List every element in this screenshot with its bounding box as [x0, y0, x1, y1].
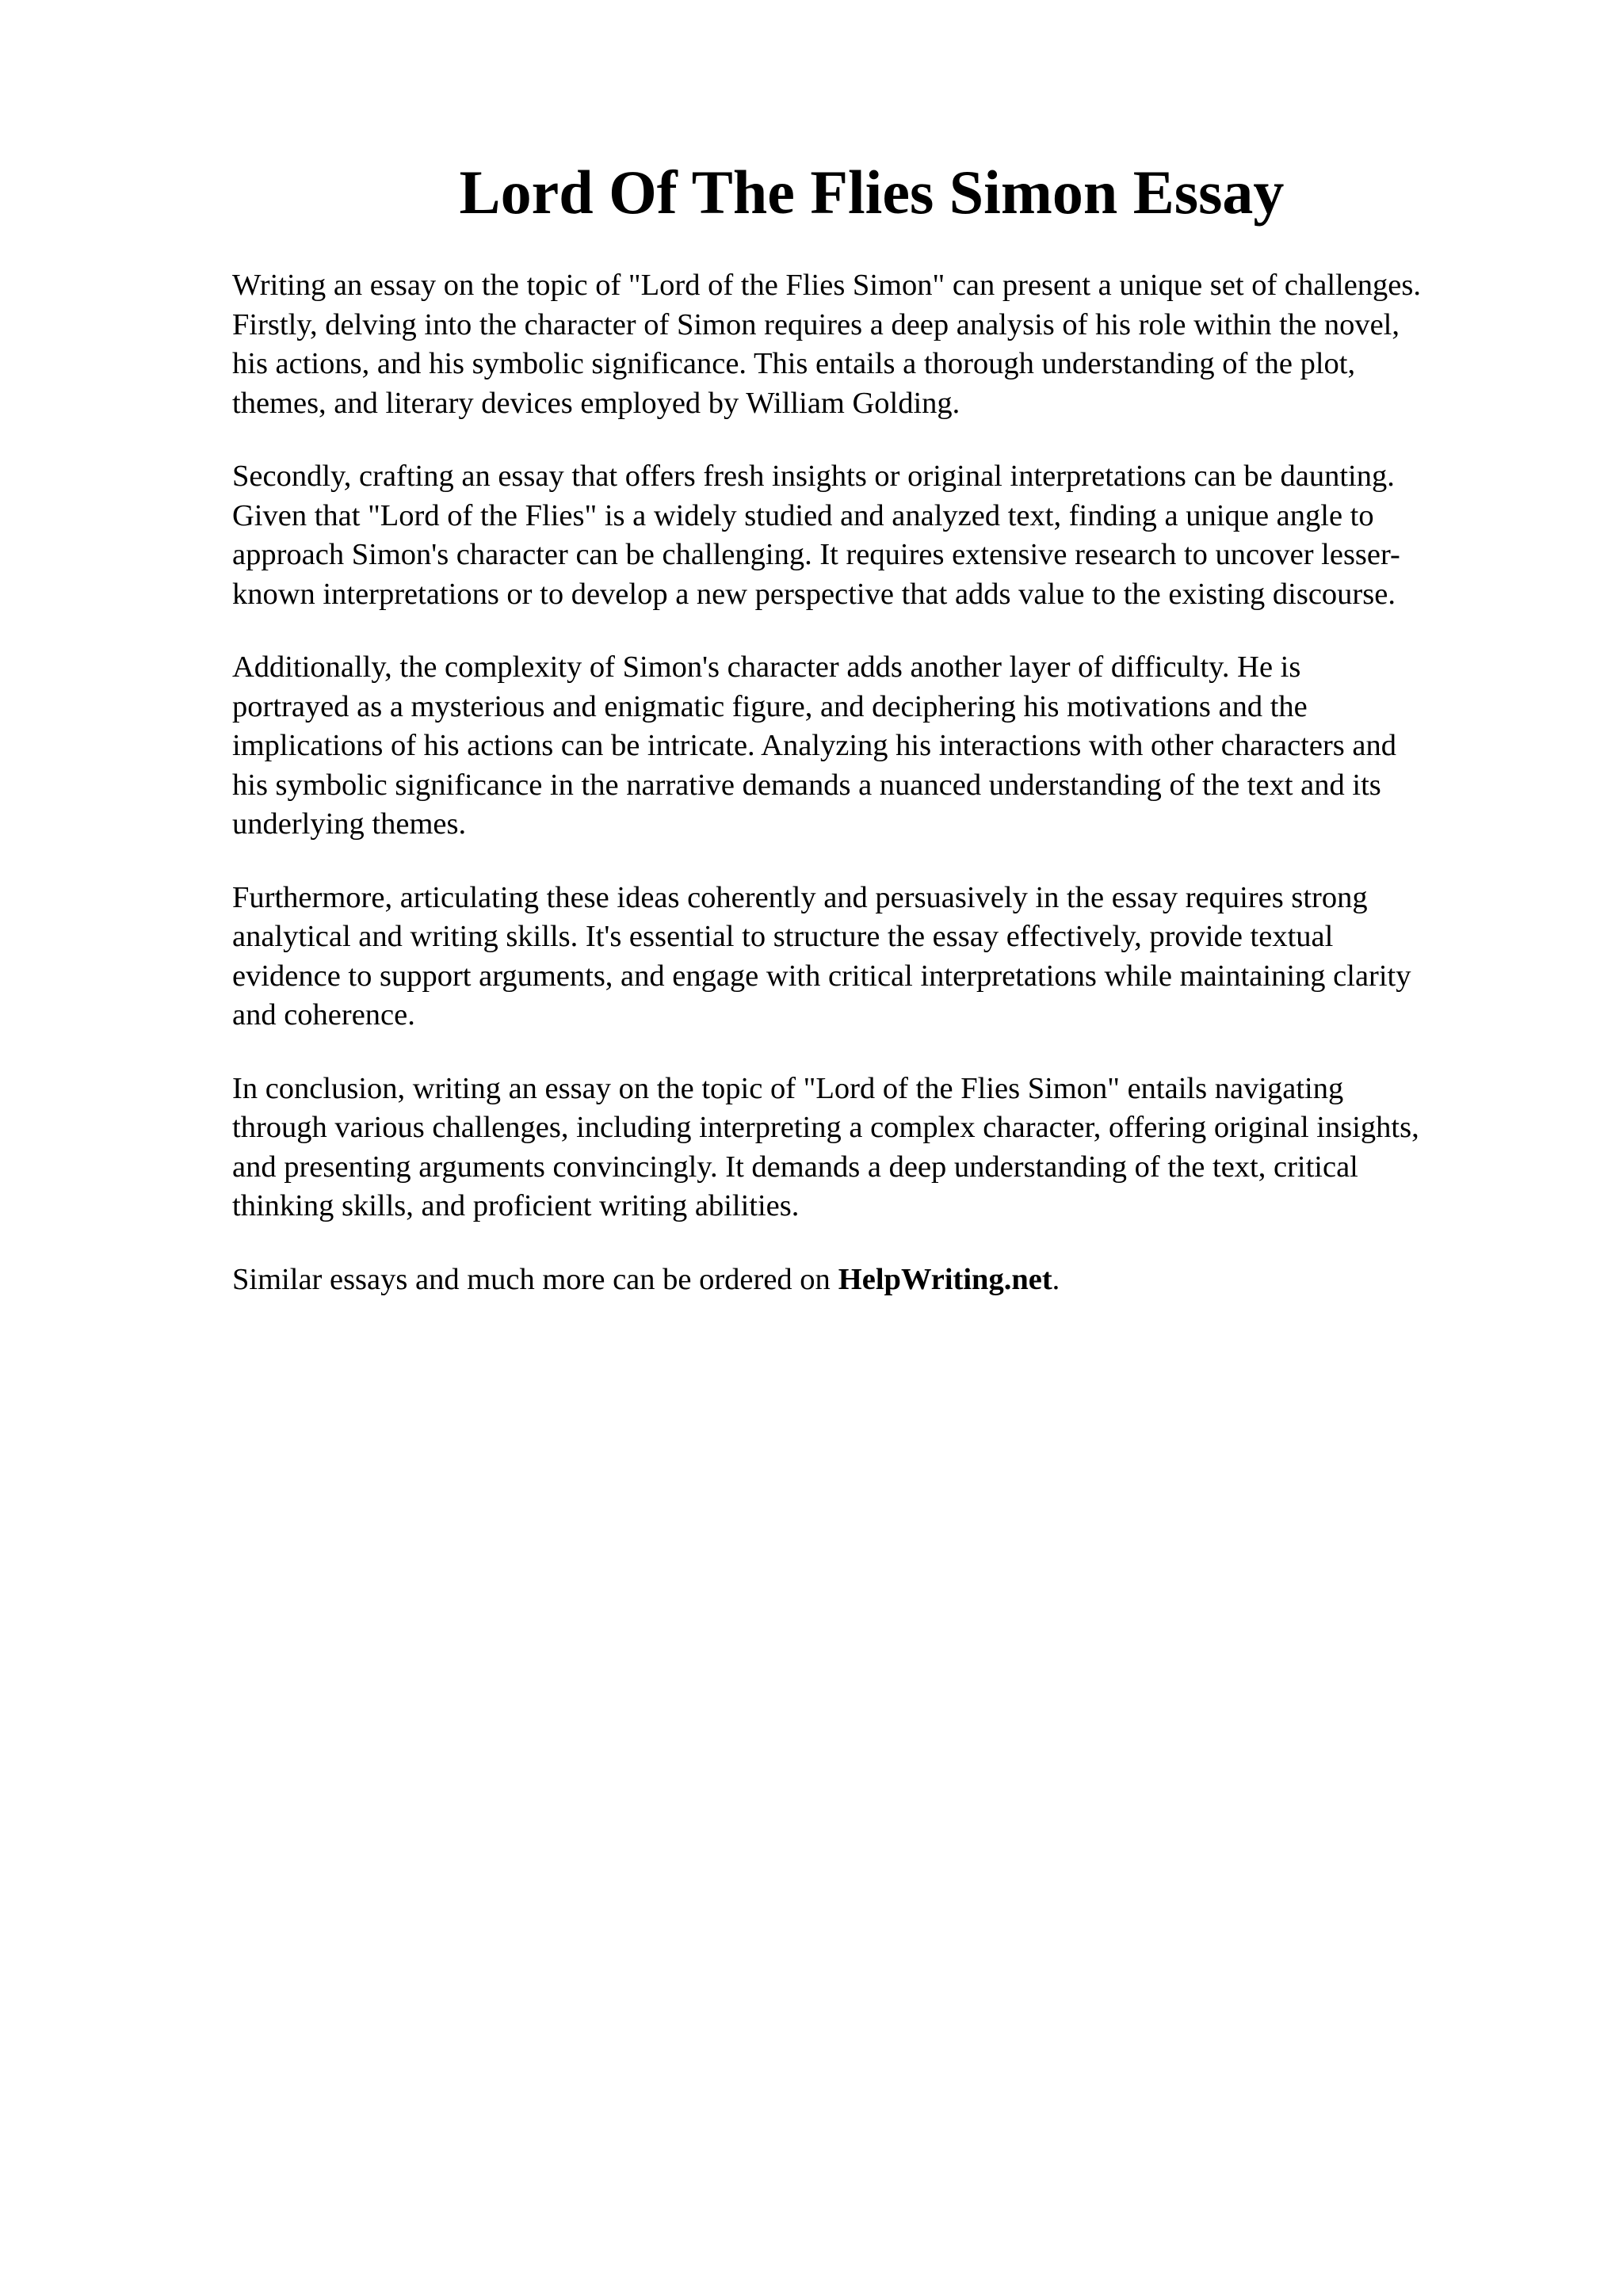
text-line: analytical and writing skills. It's essential to structure the essay effectively, provide textual — [232, 920, 1334, 953]
paragraph-5 — [232, 1070, 1532, 1226]
text-line: and coherence. — [232, 998, 415, 1032]
text-line: his symbolic significance in the narrative demands a nuanced understanding of the text and its — [232, 768, 1381, 802]
paragraph-1 — [232, 266, 1532, 423]
text-line: Firstly, delving into the character of Simon requires a deep analysis of his role within the novel, — [232, 307, 1400, 341]
text-line: known interpretations or to develop a new perspective that adds value to the existing discourse. — [232, 577, 1396, 611]
paragraph-4 — [232, 879, 1532, 1035]
text-line: underlying themes. — [232, 807, 467, 841]
text-line: implications of his actions can be intricate. Analyzing his interactions with other characters and — [232, 729, 1396, 762]
paragraph-2 — [232, 457, 1532, 614]
text-line: Writing an essay on the topic of "Lord of the Flies Simon" can present a unique set of challenges. — [232, 269, 1421, 302]
text-line: Furthermore, articulating these ideas coherently and persuasively in the essay requires strong — [232, 880, 1368, 914]
paragraph-3 — [232, 648, 1532, 845]
closing-text: Similar essays and much more can be ordered on — [232, 1262, 831, 1296]
text-line: through various challenges, including interpreting a complex character, offering original insights, — [232, 1111, 1419, 1144]
text-line: portrayed as a mysterious and enigmatic figure, and deciphering his motivations and the — [232, 689, 1308, 723]
text-line: Given that "Lord of the Flies" is a widely studied and analyzed text, finding a unique angle to — [232, 498, 1374, 532]
brand-name: HelpWriting.net — [838, 1262, 1052, 1296]
text-line: In conclusion, writing an essay on the topic of "Lord of the Flies Simon" entails navigating — [232, 1071, 1344, 1105]
text-line: and presenting arguments convincingly. It demands a deep understanding of the text, critical — [232, 1150, 1358, 1184]
text-line: Secondly, crafting an essay that offers fresh insights or original interpretations can be daunting. — [232, 460, 1395, 493]
text-line: his actions, and his symbolic significance. This entails a thorough understanding of the plot, — [232, 347, 1356, 380]
text-line: approach Simon's character can be challenging. It requires extensive research to uncover lesser- — [232, 538, 1400, 571]
closing-paragraph — [232, 1261, 1532, 1300]
text-line: themes, and literary devices employed by William Golding. — [232, 386, 960, 420]
text-line: evidence to support arguments, and engage with critical interpretations while maintaining clarity — [232, 959, 1411, 993]
text-line: thinking skills, and proficient writing abilities. — [232, 1189, 800, 1222]
closing-period: . — [1052, 1262, 1060, 1296]
essay-body — [232, 266, 1532, 1333]
text-line: Additionally, the complexity of Simon's character adds another layer of difficulty. He is — [232, 650, 1301, 684]
document-title: Lord Of The Flies Simon Essay — [459, 158, 1285, 227]
